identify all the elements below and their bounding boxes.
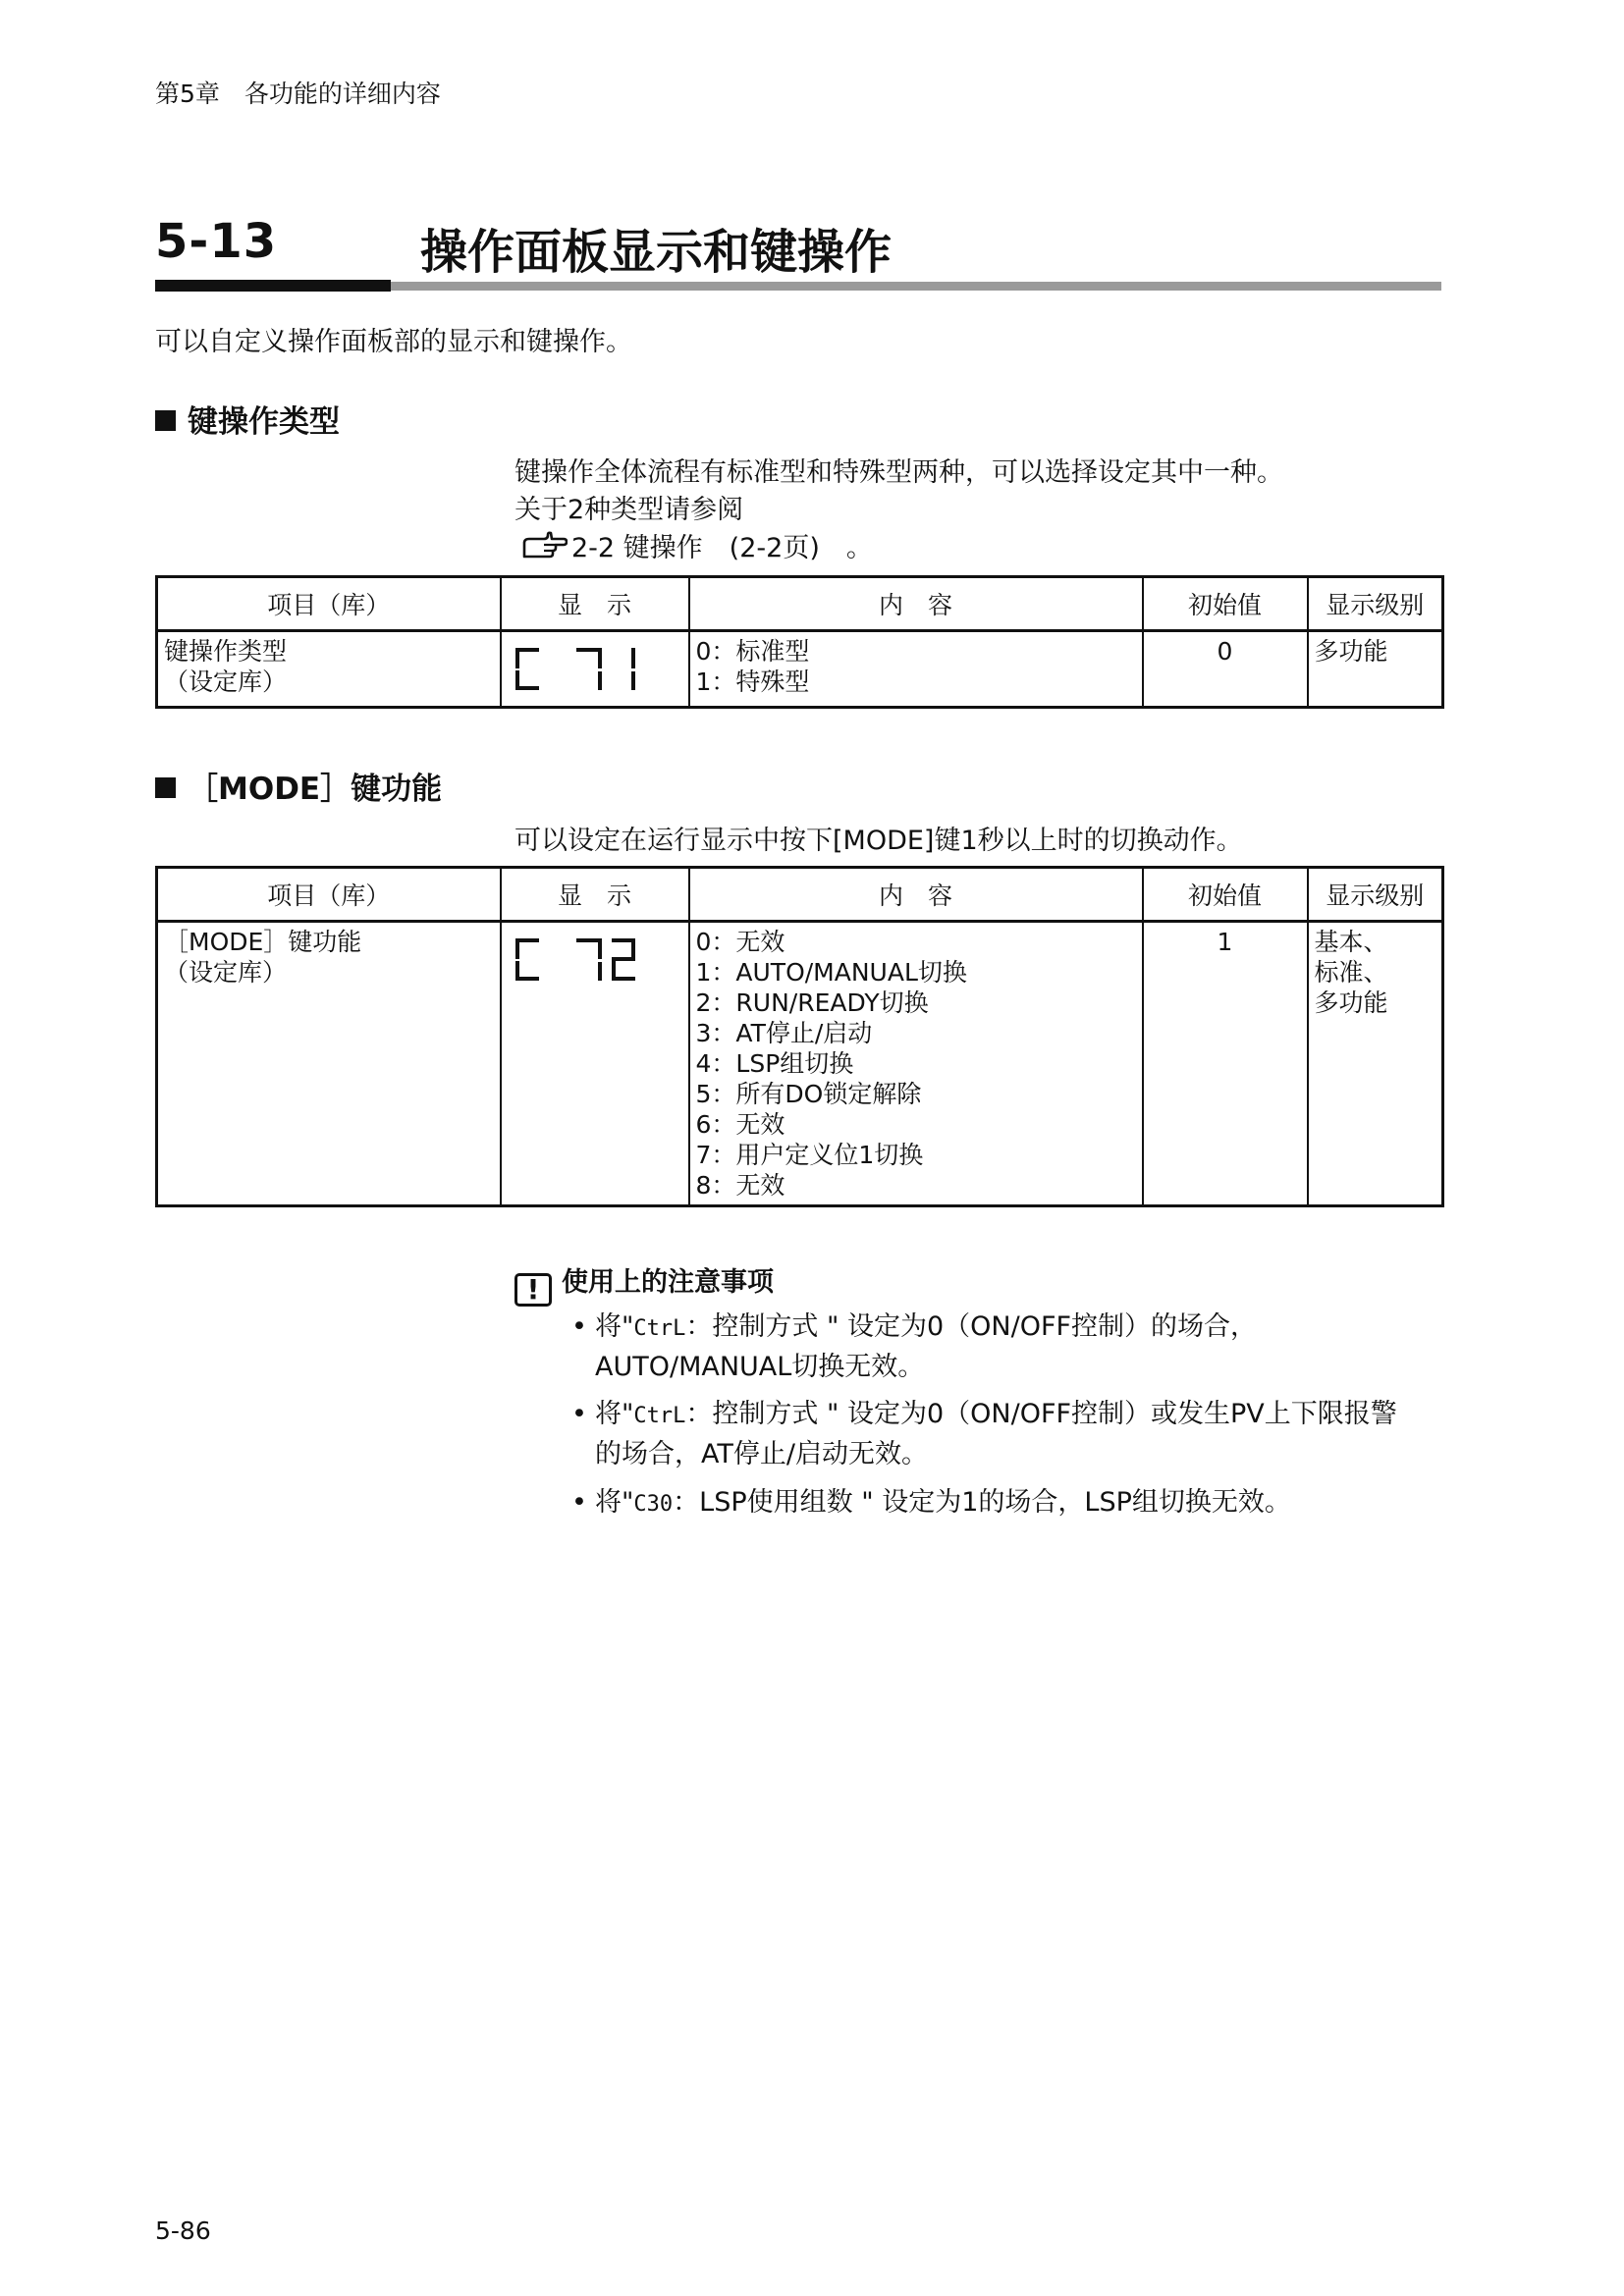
key-type-desc-2: 关于2种类型请参阅: [514, 495, 744, 525]
col-header-initial: 初始值: [1143, 868, 1308, 922]
caution-item-2: • 将"CtrL：控制方式 " 设定为0（ON/OFF控制）或发生PV上下限报警 的场合，AT停止/启动无效。: [571, 1399, 1397, 1469]
col-header-item: 项目（库）: [157, 577, 501, 631]
exclamation-icon: !: [514, 1273, 552, 1307]
option-2: 2：RUN/READY切换: [695, 988, 929, 1017]
section-title: 操作面板显示和键操作: [420, 225, 893, 280]
table-row: [157, 922, 1443, 1206]
mode-key-table: [155, 866, 1444, 1207]
option-3: 3：AT停止/启动: [695, 1019, 873, 1047]
caution-item-3: • 将"C30：LSP使用组数 " 设定为1的场合，LSP组切换无效。: [571, 1487, 1291, 1518]
display-cell: [501, 922, 689, 1206]
mode-key-heading-text: ［MODE］键功能: [188, 772, 443, 807]
table-row: [157, 631, 1443, 708]
col-header-level: 显示级别: [1308, 577, 1443, 631]
option-8: 8：无效: [695, 1171, 785, 1200]
initial-value: 1: [1143, 922, 1308, 1206]
level-0: 基本、: [1314, 928, 1388, 956]
seven-seg-display-c72: [510, 934, 647, 984]
caution-heading: [514, 1260, 774, 1307]
level-2: 多功能: [1314, 988, 1388, 1017]
option-0: 0：无效: [695, 928, 785, 956]
option-1: 1：AUTO/MANUAL切换: [695, 958, 967, 987]
chapter-header: 第5章 各功能的详细内容: [155, 80, 441, 108]
col-header-initial: 初始值: [1143, 577, 1308, 631]
key-type-table: [155, 575, 1444, 709]
option-0: 0：标准型: [695, 637, 810, 666]
initial-value: 0: [1143, 631, 1308, 708]
level-0: 多功能: [1314, 637, 1388, 666]
col-header-display: 显 示: [501, 868, 689, 922]
mode-key-desc: 可以设定在运行显示中按下[MODE]键1秒以上时的切换动作。: [514, 826, 1243, 856]
option-6: 6：无效: [695, 1110, 785, 1139]
level-cell: [1308, 922, 1443, 1206]
item-name: 键操作类型: [164, 637, 288, 666]
caution-title: 使用上的注意事项: [562, 1267, 774, 1298]
item-cell: [157, 631, 501, 708]
caution-item-1: • 将"CtrL：控制方式 " 设定为0（ON/OFF控制）的场合， AUTO/MANUAL切换无效。: [571, 1311, 1258, 1382]
key-type-heading: [155, 397, 340, 441]
col-header-contents: 内 容: [689, 577, 1143, 631]
item-bank: （设定库）: [164, 958, 288, 987]
pointing-hand-icon: [520, 531, 568, 567]
square-bullet-icon: [155, 777, 176, 798]
col-header-contents: 内 容: [689, 868, 1143, 922]
key-type-desc-1: 键操作全体流程有标准型和特殊型两种，可以选择设定其中一种。: [514, 457, 1283, 488]
option-7: 7：用户定义位1切换: [695, 1141, 924, 1169]
key-type-heading-text: 键操作类型: [188, 404, 340, 440]
key-type-reference[interactable]: [520, 526, 873, 567]
seven-seg-display-c71: [510, 644, 647, 693]
page-number: 5-86: [155, 2216, 211, 2245]
option-1: 1：特殊型: [695, 667, 810, 696]
section-number: 5-13: [155, 214, 278, 269]
item-bank: （设定库）: [164, 667, 288, 696]
param-code: CtrL: [633, 1316, 686, 1341]
param-code: C30: [633, 1492, 674, 1517]
mode-key-heading: [155, 764, 442, 808]
option-5: 5：所有DO锁定解除: [695, 1080, 922, 1108]
key-type-reference-text: 2-2 键操作 (2-2页) 。: [571, 533, 873, 563]
title-underline-dark: [155, 280, 391, 292]
col-header-level: 显示级别: [1308, 868, 1443, 922]
square-bullet-icon: [155, 410, 176, 431]
intro-text: 可以自定义操作面板部的显示和键操作。: [155, 327, 632, 357]
level-1: 标准、: [1314, 958, 1388, 987]
contents-cell: [689, 922, 1143, 1206]
col-header-display: 显 示: [501, 577, 689, 631]
title-underline-gray: [391, 282, 1441, 291]
option-4: 4：LSP组切换: [695, 1049, 854, 1078]
col-header-item: 项目（库）: [157, 868, 501, 922]
level-cell: [1308, 631, 1443, 708]
display-cell: [501, 631, 689, 708]
item-cell: [157, 922, 501, 1206]
contents-cell: [689, 631, 1143, 708]
param-code: CtrL: [633, 1404, 686, 1428]
item-name: ［MODE］键功能: [164, 928, 362, 956]
